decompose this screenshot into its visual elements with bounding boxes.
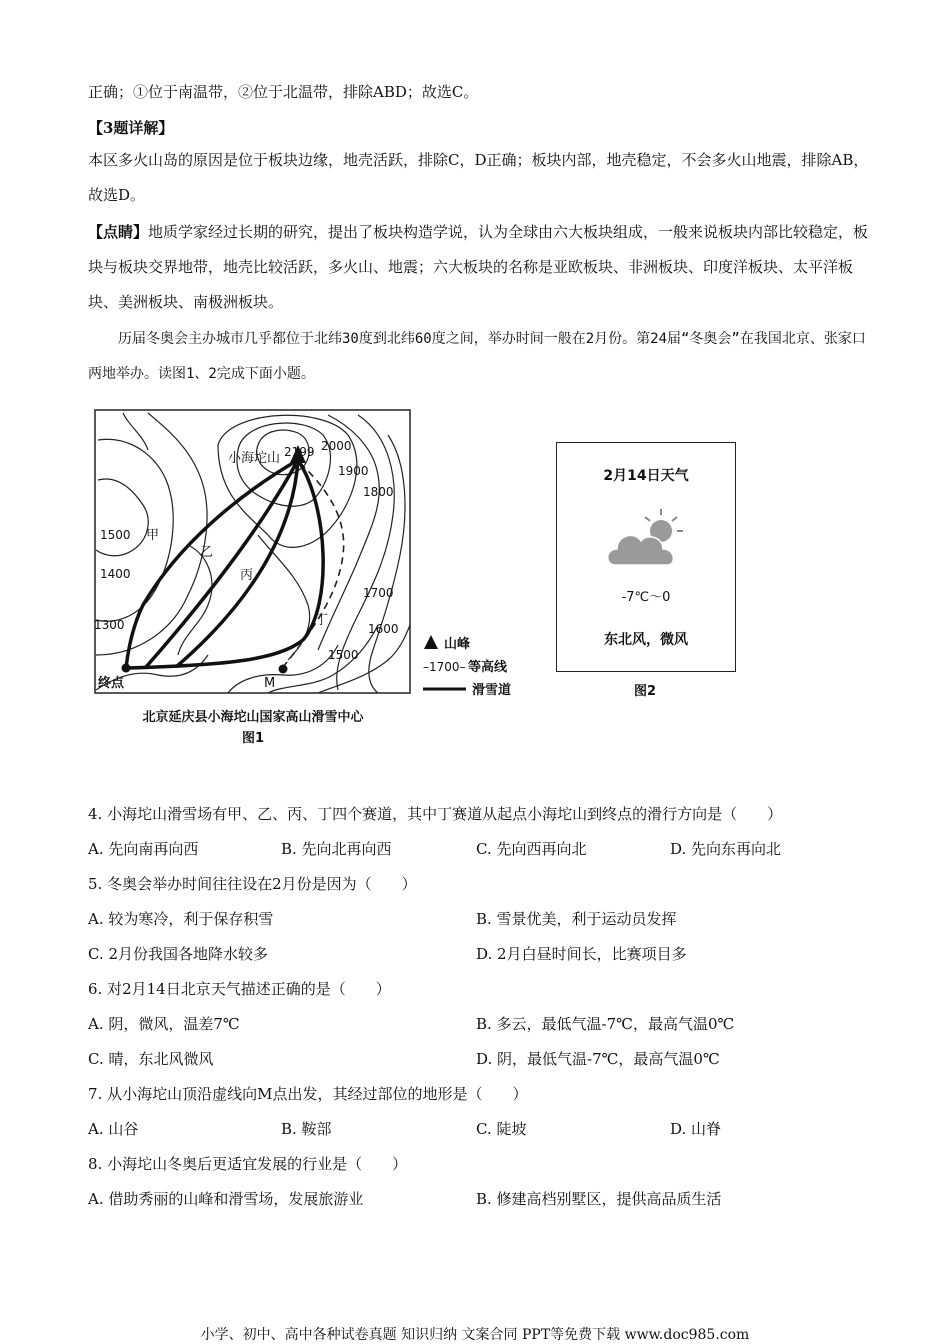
legend-peak-label: 山峰 (444, 637, 471, 652)
tip-label: 【点睛】 (88, 223, 149, 241)
contour-label-1900: 1900 (338, 464, 369, 478)
q7-option-b: B. 鞍部 (281, 1120, 332, 1138)
q5-option-c: C. 2月份我国各地降水较多 (88, 945, 269, 963)
point-m-label: M (264, 676, 276, 691)
trail-label-yi: 乙 (200, 545, 214, 560)
q6-option-c: C. 晴，东北风微风 (88, 1050, 214, 1068)
end-label: 终点 (98, 676, 125, 691)
figure-1-label: 图1 (241, 731, 265, 746)
legend (423, 635, 511, 698)
legend-contour-value: 1700 (429, 660, 460, 674)
q5-option-b: B. 雪景优美，利于运动员发挥 (476, 910, 677, 928)
legend-trail-label: 滑雪道 (472, 683, 512, 698)
question-4-stem: 4. 小海坨山滑雪场有甲、乙、丙、丁四个赛道，其中丁赛道从起点小海坨山到终点的滑行方向是（ ） (88, 805, 783, 823)
q7-option-a: A. 山谷 (88, 1120, 139, 1138)
legend-contour-label: 等高线 (468, 660, 508, 675)
contour-label-1800: 1800 (363, 485, 394, 499)
q4-option-c: C. 先向西再向北 (476, 840, 587, 858)
peak-height-label: 2199 (284, 445, 315, 459)
contour-label-1600: 1600 (368, 622, 399, 636)
intro-paragraph: 历届冬奥会主办城市几乎都位于北纬30度到北纬60度之间，举办时间一般在2月份。第24届“冬奥会”在我国北京、张家口两地举办。读图1、2完成下面小题。 (88, 331, 866, 382)
partly-cloudy-icon (605, 505, 689, 575)
q8-option-a: A. 借助秀丽的山峰和滑雪场，发展旅游业 (88, 1190, 364, 1208)
weather-title: 2月14日天气 (603, 468, 689, 484)
q3-header: 【3题详解】 (88, 119, 174, 137)
legend-peak-icon (424, 635, 438, 649)
q5-option-d: D. 2月白昼时间长，比赛项目多 (476, 945, 687, 963)
legend-contour-sample: –1700– (423, 660, 466, 674)
tip-text: 地质学家经过长期的研究，提出了板块构造学说，认为全球由六大板块组成，一般来说板块内部比较稳定，板块与板块交界地带，地壳比较活跃，多火山、地震；六大板块的名称是亚欧板块、非洲板块、印度洋板块、太平洋板块、美洲板块、南极洲板块。 (88, 223, 869, 311)
q4-option-a: A. 先向南再向西 (88, 840, 199, 858)
q3-explanation: 本区多火山岛的原因是位于板块边缘，地壳活跃，排除C，D正确；板块内部，地壳稳定，不会多火山地震，排除AB，故选D。 (88, 151, 869, 204)
end-point-marker (122, 664, 131, 673)
figure-2-weather (552, 440, 742, 705)
q6-option-d: D. 阴，最低气温-7℃，最高气温0℃ (476, 1050, 720, 1068)
peak-name-label: 小海坨山 (228, 451, 281, 466)
question-7-stem: 7. 从小海坨山顶沿虚线向M点出发，其经过部位的地形是（ ） (88, 1085, 528, 1103)
q6-option-b: B. 多云，最低气温-7℃，最高气温0℃ (476, 1015, 735, 1033)
tip-paragraph (88, 215, 878, 320)
contour-label-1700: 1700 (363, 586, 394, 600)
q6-option-a: A. 阴，微风，温差7℃ (88, 1015, 240, 1033)
q7-option-d: D. 山脊 (670, 1120, 722, 1138)
q4-option-b: B. 先向北再向西 (281, 840, 392, 858)
question-8-stem: 8. 小海坨山冬奥后更适宜发展的行业是（ ） (88, 1155, 408, 1173)
page-footer: 小学、初中、高中各种试卷真题 知识归纳 文案合同 PPT等免费下载 www.doc985.com (200, 1327, 750, 1343)
weather-wind: 东北风，微风 (604, 632, 688, 648)
figure-2-label: 图2 (633, 684, 657, 699)
figure-1-contour-map (88, 405, 548, 750)
q4-option-d: D. 先向东再向北 (670, 840, 782, 858)
trail-label-ding: 丁 (315, 613, 329, 628)
q8-option-b: B. 修建高档别墅区，提供高品质生活 (476, 1190, 722, 1208)
weather-card (556, 442, 736, 672)
q7-option-c: C. 陡坡 (476, 1120, 527, 1138)
figure-1-caption: 北京延庆县小海坨山国家高山滑雪中心 (142, 710, 364, 725)
answer-line-q2: 正确；①位于南温带，②位于北温带，排除ABD；故选C。 (88, 83, 479, 101)
trail-label-bing: 丙 (240, 568, 254, 583)
contour-label-1500-left: 1500 (100, 528, 131, 542)
weather-temperature: -7℃～0 (621, 590, 671, 605)
contour-label-1500-right: 1500 (328, 648, 359, 662)
point-m-marker (279, 665, 288, 674)
question-5-stem: 5. 冬奥会举办时间往往设在2月份是因为（ ） (88, 875, 417, 893)
contour-label-1300: 1300 (94, 618, 125, 632)
trail-label-jia: 甲 (146, 528, 160, 543)
question-6-stem: 6. 对2月14日北京天气描述正确的是（ ） (88, 980, 391, 998)
q5-option-a: A. 较为寒冷，利于保存积雪 (88, 910, 274, 928)
contour-label-2000: 2000 (321, 439, 352, 453)
contour-label-1400: 1400 (100, 567, 131, 581)
